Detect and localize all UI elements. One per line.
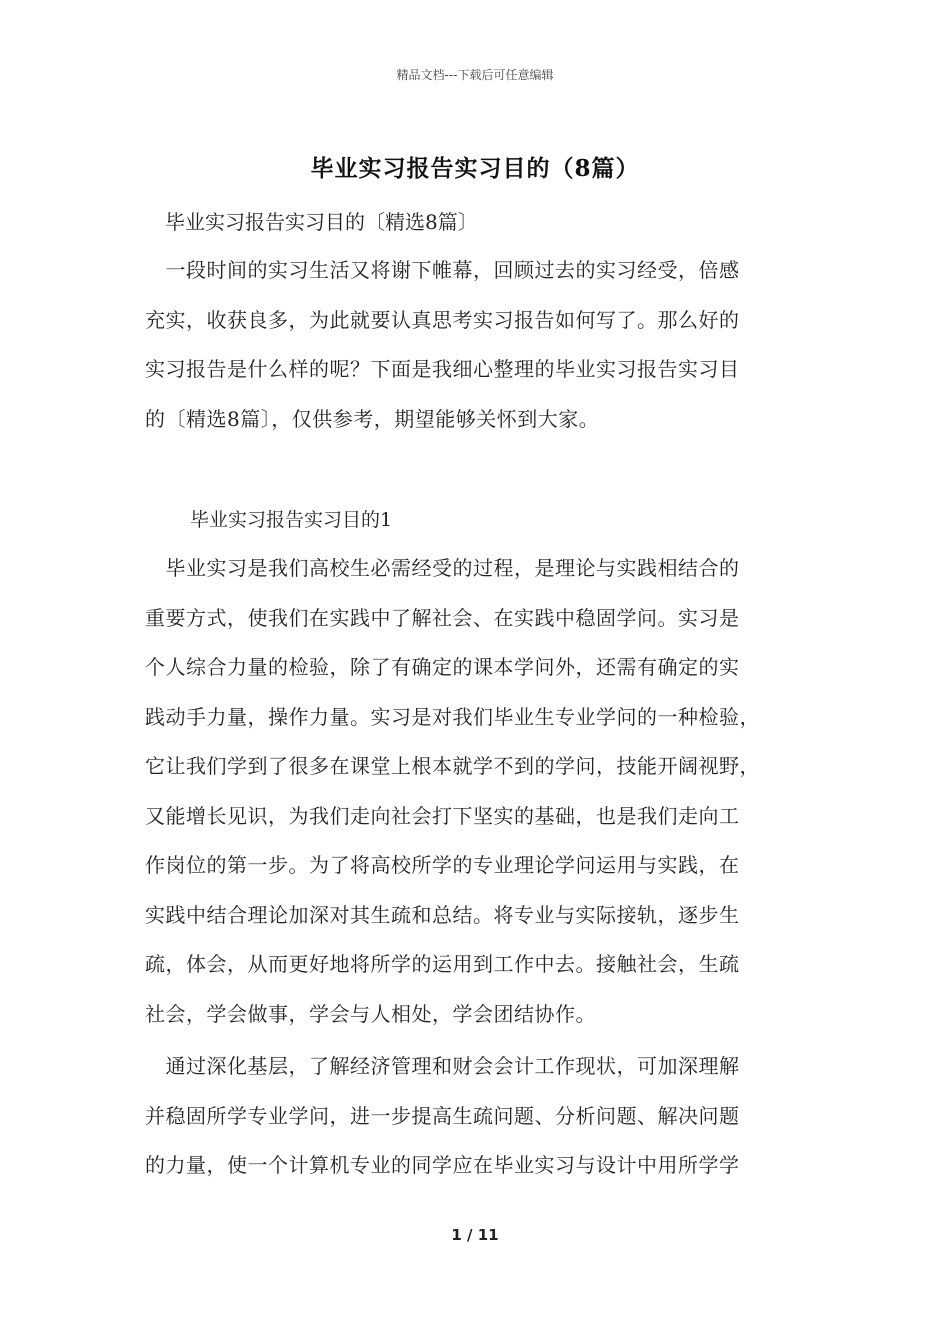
intro-paragraph <box>145 246 805 444</box>
paragraph-line: 并稳固所学专业学问，进一步提高生疏问题、分析问题、解决问题 <box>145 1103 740 1128</box>
paragraph-line: 实践中结合理论加深对其生疏和总结。将专业与实际接轨，逐步生 <box>145 902 740 927</box>
paragraph-line: 通过深化基层，了解经济管理和财会会计工作现状，可加深理解 <box>145 1054 740 1078</box>
header-note: 精品文档---下载后可任意编辑 <box>396 68 554 82</box>
paragraph-line: 重要方式，使我们在实践中了解社会、在实践中稳固学问。实习是 <box>145 605 740 630</box>
paragraph-line: 个人综合力量的检验，除了有确定的课本学问外，还需有确定的实 <box>145 655 740 679</box>
paragraph-line: 充实，收获良多，为此就要认真思考实习报告如何写了。那么好的 <box>145 307 740 332</box>
paragraph-line: 社会，学会做事，学会与人相处，学会团结协作。 <box>145 1001 596 1026</box>
paragraph-line: 毕业实习是我们高校生必需经受的过程，是理论与实践相结合的 <box>145 556 740 580</box>
section-heading: 毕业实习报告实习目的1 <box>190 509 393 531</box>
paragraph-line: 践动手力量，操作力量。实习是对我们毕业生专业学问的一种检验， <box>145 704 760 729</box>
paragraph-line: 的力量，使一个计算机专业的同学应在毕业实习与设计中用所学学 <box>145 1153 740 1177</box>
paragraph-line: 又能增长见识，为我们走向社会打下坚实的基础，也是我们走向工 <box>145 803 740 828</box>
paragraph-line: 作岗位的第一步。为了将高校所学的专业理论学问运用与实践，在 <box>145 853 740 877</box>
paragraph-line: 它让我们学到了很多在课堂上根本就学不到的学问，技能开阔视野， <box>145 754 760 778</box>
paragraph-line: 一段时间的实习生活又将谢下帷幕，回顾过去的实习经受，倍感 <box>145 258 740 282</box>
paragraph-line: 疏，体会，从而更好地将所学的运用到工作中去。接触社会，生疏 <box>145 952 740 976</box>
document-title: 毕业实习报告实习目的（8篇） <box>310 155 640 182</box>
paragraph-line: 实习报告是什么样的呢？下面是我细心整理的毕业实习报告实习目 <box>145 357 740 381</box>
section-paragraph-1 <box>145 544 805 1039</box>
page-number: 1 / 11 <box>451 1226 499 1244</box>
document-subtitle: 毕业实习报告实习目的〔精选8篇〕 <box>165 210 478 234</box>
section-paragraph-2 <box>145 1042 805 1191</box>
paragraph-line: 的〔精选8篇〕，仅供参考，期望能够关怀到大家。 <box>145 406 600 431</box>
